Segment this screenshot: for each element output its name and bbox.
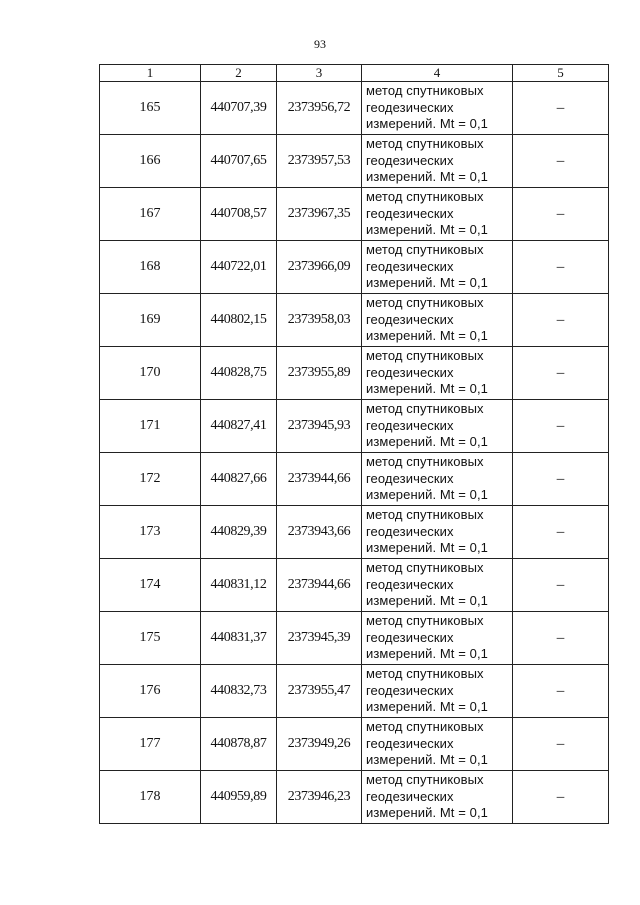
method-line: геодезических xyxy=(366,788,454,804)
method-line: метод спутниковых xyxy=(366,83,484,99)
point-number-cell: 176 xyxy=(100,665,201,718)
y-coordinate-cell: 2373943,66 xyxy=(277,506,362,559)
x-coordinate-cell: 440832,73 xyxy=(201,665,277,718)
point-number-cell: 171 xyxy=(100,400,201,453)
table-row xyxy=(100,718,609,771)
method-line: геодезических xyxy=(366,576,454,592)
y-coordinate-cell: 2373958,03 xyxy=(277,294,362,347)
table-row xyxy=(100,347,609,400)
dash-mark: – xyxy=(556,735,565,752)
point-number-cell: 173 xyxy=(100,506,201,559)
x-coordinate-cell: 440722,01 xyxy=(201,241,277,294)
page-number: 93 xyxy=(314,37,326,51)
table-row xyxy=(100,665,609,718)
note-cell xyxy=(513,453,609,506)
method-line: измерений. Mt = 0,1 xyxy=(366,752,489,768)
method-line: геодезических xyxy=(366,152,454,168)
note-cell xyxy=(513,294,609,347)
point-number-cell: 177 xyxy=(100,718,201,771)
y-coordinate-cell: 2373956,72 xyxy=(277,82,362,135)
y-coordinate-cell: 2373949,26 xyxy=(277,718,362,771)
method-line: измерений. Mt = 0,1 xyxy=(366,222,489,238)
method-line: измерений. Mt = 0,1 xyxy=(366,487,489,503)
method-line: метод спутниковых xyxy=(366,242,484,258)
point-number-cell: 174 xyxy=(100,559,201,612)
x-coordinate-cell: 440878,87 xyxy=(201,718,277,771)
header-col-2: 2 xyxy=(201,65,277,82)
x-coordinate-cell: 440802,15 xyxy=(201,294,277,347)
method-line: измерений. Mt = 0,1 xyxy=(366,593,489,609)
method-line: метод спутниковых xyxy=(366,136,484,152)
method-line: метод спутниковых xyxy=(366,666,484,682)
note-cell xyxy=(513,771,609,824)
y-coordinate-cell: 2373955,89 xyxy=(277,347,362,400)
point-number-cell: 178 xyxy=(100,771,201,824)
method-line: метод спутниковых xyxy=(366,560,484,576)
y-coordinate-cell: 2373944,66 xyxy=(277,453,362,506)
method-cell xyxy=(362,188,513,241)
header-row xyxy=(100,65,609,82)
method-cell xyxy=(362,347,513,400)
note-cell xyxy=(513,82,609,135)
x-coordinate-cell: 440959,89 xyxy=(201,771,277,824)
note-cell xyxy=(513,665,609,718)
method-line: геодезических xyxy=(366,735,454,751)
note-cell xyxy=(513,135,609,188)
dash-mark: – xyxy=(556,470,565,487)
x-coordinate-cell: 440831,12 xyxy=(201,559,277,612)
x-coordinate-cell: 440828,75 xyxy=(201,347,277,400)
y-coordinate-cell: 2373967,35 xyxy=(277,188,362,241)
method-cell xyxy=(362,559,513,612)
dash-mark: – xyxy=(556,788,565,805)
x-coordinate-cell: 440707,39 xyxy=(201,82,277,135)
method-line: метод спутниковых xyxy=(366,189,484,205)
method-cell xyxy=(362,294,513,347)
method-line: метод спутниковых xyxy=(366,772,484,788)
dash-mark: – xyxy=(556,682,565,699)
method-line: геодезических xyxy=(366,205,454,221)
header-col-4: 4 xyxy=(362,65,513,82)
y-coordinate-cell: 2373946,23 xyxy=(277,771,362,824)
method-cell xyxy=(362,665,513,718)
method-line: геодезических xyxy=(366,364,454,380)
y-coordinate-cell: 2373945,93 xyxy=(277,400,362,453)
method-cell xyxy=(362,241,513,294)
note-cell xyxy=(513,188,609,241)
note-cell xyxy=(513,347,609,400)
y-coordinate-cell: 2373944,66 xyxy=(277,559,362,612)
y-coordinate-cell: 2373957,53 xyxy=(277,135,362,188)
table-row xyxy=(100,135,609,188)
table-row xyxy=(100,506,609,559)
method-line: измерений. Mt = 0,1 xyxy=(366,434,489,450)
table-row xyxy=(100,453,609,506)
x-coordinate-cell: 440827,66 xyxy=(201,453,277,506)
dash-mark: – xyxy=(556,258,565,275)
y-coordinate-cell: 2373955,47 xyxy=(277,665,362,718)
dash-mark: – xyxy=(556,523,565,540)
table-row xyxy=(100,612,609,665)
header-col-3: 3 xyxy=(277,65,362,82)
method-cell xyxy=(362,506,513,559)
method-line: геодезических xyxy=(366,470,454,486)
method-line: измерений. Mt = 0,1 xyxy=(366,381,489,397)
note-cell xyxy=(513,612,609,665)
method-line: измерений. Mt = 0,1 xyxy=(366,169,489,185)
x-coordinate-cell: 440707,65 xyxy=(201,135,277,188)
note-cell xyxy=(513,400,609,453)
method-cell xyxy=(362,82,513,135)
table-header xyxy=(100,65,609,82)
table-row xyxy=(100,188,609,241)
method-line: измерений. Mt = 0,1 xyxy=(366,699,489,715)
dash-mark: – xyxy=(556,311,565,328)
method-line: метод спутниковых xyxy=(366,348,484,364)
table-row xyxy=(100,559,609,612)
x-coordinate-cell: 440827,41 xyxy=(201,400,277,453)
method-cell xyxy=(362,612,513,665)
method-line: метод спутниковых xyxy=(366,401,484,417)
method-line: измерений. Mt = 0,1 xyxy=(366,116,489,132)
point-number-cell: 170 xyxy=(100,347,201,400)
method-cell xyxy=(362,135,513,188)
y-coordinate-cell: 2373966,09 xyxy=(277,241,362,294)
table-row xyxy=(100,400,609,453)
method-line: измерений. Mt = 0,1 xyxy=(366,275,489,291)
note-cell xyxy=(513,559,609,612)
table-row xyxy=(100,241,609,294)
point-number-cell: 169 xyxy=(100,294,201,347)
point-number-cell: 167 xyxy=(100,188,201,241)
dash-mark: – xyxy=(556,99,565,116)
point-number-cell: 175 xyxy=(100,612,201,665)
note-cell xyxy=(513,718,609,771)
method-line: измерений. Mt = 0,1 xyxy=(366,328,489,344)
dash-mark: – xyxy=(556,364,565,381)
method-line: метод спутниковых xyxy=(366,507,484,523)
dash-mark: – xyxy=(556,205,565,222)
method-cell xyxy=(362,400,513,453)
method-line: метод спутниковых xyxy=(366,295,484,311)
method-cell xyxy=(362,718,513,771)
header-col-5: 5 xyxy=(513,65,609,82)
x-coordinate-cell: 440708,57 xyxy=(201,188,277,241)
x-coordinate-cell: 440831,37 xyxy=(201,612,277,665)
method-line: метод спутниковых xyxy=(366,613,484,629)
point-number-cell: 165 xyxy=(100,82,201,135)
table-row xyxy=(100,771,609,824)
method-line: геодезических xyxy=(366,311,454,327)
method-cell xyxy=(362,453,513,506)
dash-mark: – xyxy=(556,629,565,646)
table-body xyxy=(100,82,609,824)
method-line: геодезических xyxy=(366,629,454,645)
method-cell xyxy=(362,771,513,824)
method-line: геодезических xyxy=(366,99,454,115)
note-cell xyxy=(513,506,609,559)
header-col-1: 1 xyxy=(100,65,201,82)
note-cell xyxy=(513,241,609,294)
method-line: геодезических xyxy=(366,523,454,539)
method-line: измерений. Mt = 0,1 xyxy=(366,805,489,821)
method-line: измерений. Mt = 0,1 xyxy=(366,540,489,556)
point-number-cell: 168 xyxy=(100,241,201,294)
coordinates-table xyxy=(99,64,609,824)
dash-mark: – xyxy=(556,417,565,434)
method-line: геодезических xyxy=(366,258,454,274)
point-number-cell: 172 xyxy=(100,453,201,506)
method-line: геодезических xyxy=(366,417,454,433)
method-line: метод спутниковых xyxy=(366,454,484,470)
table-row xyxy=(100,82,609,135)
dash-mark: – xyxy=(556,152,565,169)
dash-mark: – xyxy=(556,576,565,593)
x-coordinate-cell: 440829,39 xyxy=(201,506,277,559)
method-line: метод спутниковых xyxy=(366,719,484,735)
table-row xyxy=(100,294,609,347)
method-line: измерений. Mt = 0,1 xyxy=(366,646,489,662)
point-number-cell: 166 xyxy=(100,135,201,188)
method-line: геодезических xyxy=(366,682,454,698)
y-coordinate-cell: 2373945,39 xyxy=(277,612,362,665)
